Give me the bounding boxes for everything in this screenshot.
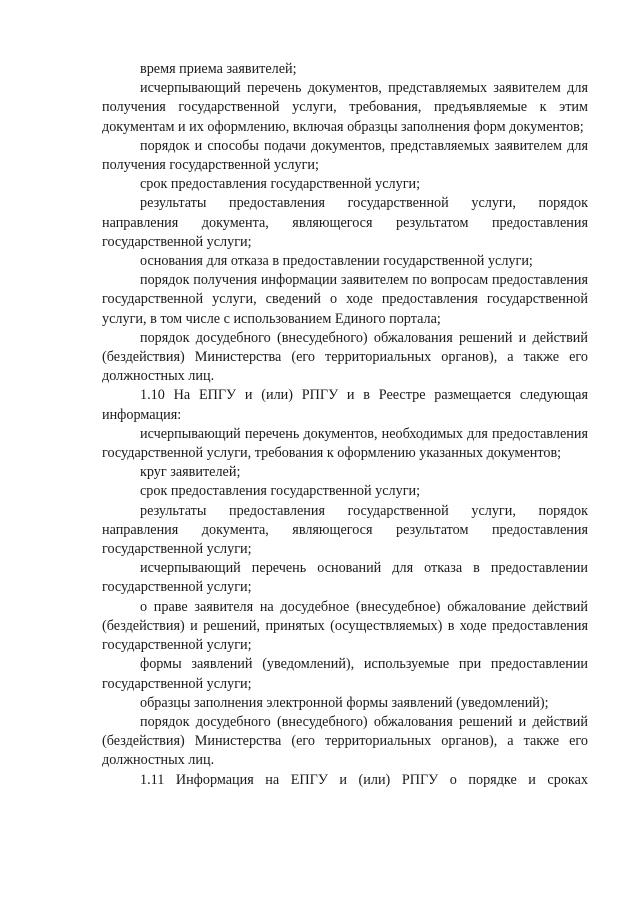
paragraph-appeal-procedure: порядок досудебного (внесудебного) обжалования решений и действий (бездействия) Министерства (его территориальных органов), а также его должностных лиц.	[102, 329, 588, 385]
paragraph-reception-time: время приема заявителей;	[140, 61, 297, 77]
paragraph-refusal-grounds: основания для отказа в предоставлении государственной услуги;	[140, 253, 533, 270]
paragraph-service-term: срок предоставления государственной услуги;	[140, 176, 421, 193]
paragraph-information-procedure: порядок получения информации заявителем по вопросам предоставления государственной услуги, сведений о ходе предоставления государственной услуги, в том числе с использованием Единого портала;	[102, 272, 588, 327]
paragraph-documents-list: исчерпывающий перечень документов, представляемых заявителем для получения государственной услуги, требования, предъявляемые к этим документам и их оформлению, включая образцы заполнения форм документов;	[102, 80, 588, 135]
paragraph-service-results: результаты предоставления государственной услуги, порядок направления документа, являющегося результатом предоставления государственной услуги;	[102, 195, 588, 250]
paragraph-section-1-10: 1.10 На ЕПГУ и (или) РПГУ и в Реестре размещается следующая информация:	[102, 387, 588, 423]
paragraph-applicants-circle: круг заявителей;	[140, 464, 241, 481]
paragraph-appeal-right: о праве заявителя на досудебное (внесудебное) обжалование действий (бездействия) и решений, принятых (осуществляемых) в ходе предоставления государственной услуги;	[102, 598, 588, 654]
paragraph-application-forms: формы заявлений (уведомлений), используемые при предоставлении государственной услуги;	[102, 656, 588, 692]
paragraph-service-term-2: срок предоставления государственной услуги;	[140, 483, 421, 500]
paragraph-appeal-procedure-2: порядок досудебного (внесудебного) обжалования решений и действий (бездействия) Министерства (его территориальных органов), а также его должностных лиц.	[102, 713, 588, 769]
paragraph-submission-methods: порядок и способы подачи документов, представляемых заявителем для получения государственной услуги;	[102, 137, 588, 174]
document-body	[102, 60, 588, 790]
paragraph-section-1-11: 1.11 Информация на ЕПГУ и (или) РПГУ о порядке и сроках	[140, 771, 588, 788]
paragraph-required-documents: исчерпывающий перечень документов, необходимых для предоставления государственной услуги, требования к оформлению указанных документов;	[102, 425, 588, 462]
paragraph-form-samples: образцы заполнения электронной формы заявлений (уведомлений);	[140, 694, 549, 711]
paragraph-service-results-2: результаты предоставления государственной услуги, порядок направления документа, являющегося результатом предоставления государственной услуги;	[102, 502, 588, 558]
paragraph-refusal-grounds-2: исчерпывающий перечень оснований для отказа в предоставлении государственной услуги;	[102, 560, 588, 596]
